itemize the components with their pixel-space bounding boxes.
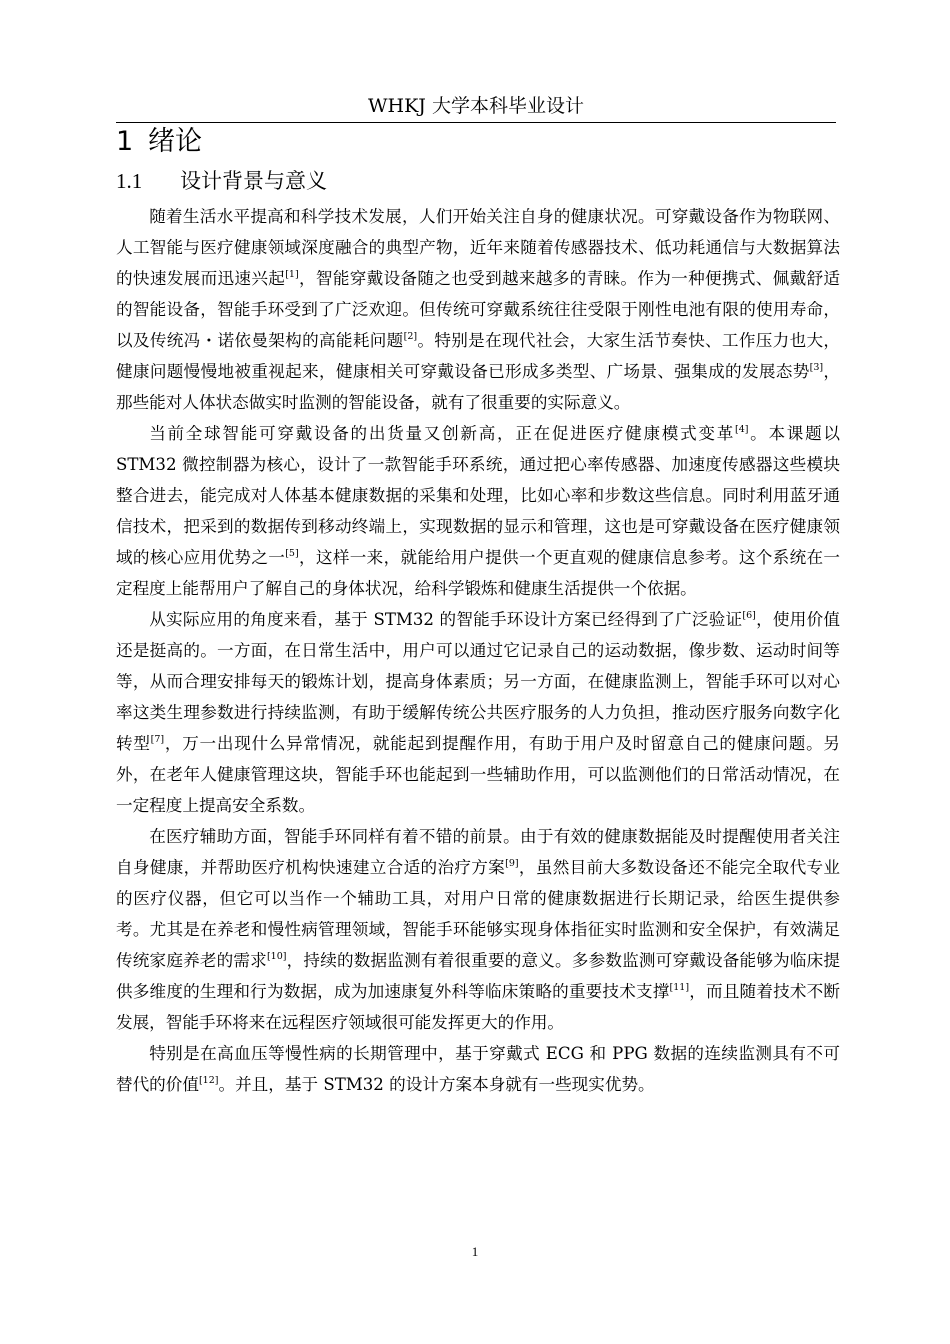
citation-ref: [6] — [742, 610, 756, 621]
citation-ref: [9] — [505, 858, 519, 869]
citation-ref: [7] — [150, 734, 165, 745]
paragraph-text: 。特别是在现代社会，大家生活节奏快、工作压力也大，健康问题慢慢地被重视起来，健康相关可穿戴设备已形成多类型、广场景、强集成的发展态势 — [116, 331, 841, 381]
paragraph-text: ，智能穿戴设备随之也受到越来越多的青睐。作为一种便携式、佩戴舒适的智能设备，智能手环受到了广泛欢迎。但传统可穿戴系统往往受限于刚性电池有限的使用寿命，以及传统冯・诺依曼架构的高能耗问题 — [116, 269, 841, 350]
body-text — [116, 201, 840, 1100]
citation-ref: [5] — [285, 548, 299, 559]
citation-ref: [4] — [735, 424, 749, 435]
paragraph-text: ，那些能对人体状态做实时监测的智能设备，就有了很重要的实际意义。 — [116, 362, 841, 412]
paragraph-text: 从实际应用的角度来看，基于 STM32 的智能手环设计方案已经得到了广泛验证 — [149, 610, 743, 629]
section-heading — [116, 166, 327, 196]
paragraph-text: 特别是在高血压等慢性病的长期管理中，基于穿戴式 ECG 和 PPG 数据的连续监测具有不可替代的价值 — [116, 1044, 840, 1094]
paragraph-text: 当前全球智能可穿戴设备的出货量又创新高，正在促进医疗健康模式变革 — [149, 424, 735, 443]
chapter-heading — [116, 124, 202, 160]
section-number: 1.1 — [116, 169, 143, 193]
citation-ref: [11] — [669, 982, 690, 993]
paragraph-text: ，这样一来，就能给用户提供一个更直观的健康信息参考。这个系统在一定程度上能帮用户了解自己的身体状况，给科学锻炼和健康生活提供一个依据。 — [116, 548, 841, 598]
paragraph-text: ，万一出现什么异常情况，就能起到提醒作用，有助于用户及时留意自己的健康问题。另外，在老年人健康管理这块，智能手环也能起到一些辅助作用，可以监测他们的日常活动情况，在一定程度上提高安全系数。 — [116, 734, 841, 815]
paragraph-text: ，而且随着技术不断发展，智能手环将来在远程医疗领域很可能发挥更大的作用。 — [116, 982, 841, 1032]
citation-ref: [2] — [403, 331, 418, 342]
paragraph-text: 随着生活水平提高和科学技术发展，人们开始关注自身的健康状况。可穿戴设备作为物联网、人工智能与医疗健康领域深度融合的典型产物，近年来随着传感器技术、低功耗通信与大数据算法的快速发展而迅速兴起 — [116, 207, 840, 288]
citation-ref: [3] — [809, 362, 824, 373]
header-rule — [116, 122, 836, 123]
paragraph-text: ，虽然目前大多数设备还不能完全取代专业的医疗仪器，但它可以当作一个辅助工具，对用户日常的健康数据进行长期记录，给医生提供参考。尤其是在养老和慢性病管理领域，智能手环能够实现身体指征实时监测和安全保护，有效满足传统家庭养老的需求 — [116, 858, 841, 970]
running-header: WHKJ 大学本科毕业设计 — [368, 95, 584, 117]
citation-ref: [10] — [266, 951, 287, 962]
citation-ref: [12] — [198, 1075, 219, 1086]
paragraph-text: ，持续的数据监测有着很重要的意义。多参数监测可穿戴设备能够为临床提供多维度的生理和行为数据，成为加速康复外科等临床策略的重要技术支撑 — [116, 951, 841, 1001]
paragraph-text: 。并且，基于 STM32 的设计方案本身就有一些现实优势。 — [218, 1075, 655, 1094]
chapter-number: 1 — [116, 126, 134, 157]
citation-ref: [1] — [285, 269, 299, 280]
body-paragraph — [116, 1038, 840, 1100]
body-paragraph — [116, 604, 840, 821]
paragraph-text: 。本课题以 STM32 微控制器为核心，设计了一款智能手环系统，通过把心率传感器、加速度传感器这些模块整合进去，能完成对人体基本健康数据的采集和处理，比如心率和步数这些信息。同时利用蓝牙通信技术，把采到的数据传到移动终端上，实现数据的显示和管理，这也是可穿戴设备在医疗健康领域的核心应用优势之一 — [116, 424, 841, 567]
chapter-title: 绪论 — [148, 126, 202, 157]
section-title: 设计背景与意义 — [180, 169, 327, 193]
body-paragraph — [116, 821, 840, 1038]
paragraph-text: ，使用价值还是挺高的。一方面，在日常生活中，用户可以通过它记录自己的运动数据，像步数、运动时间等等，从而合理安排每天的锻炼计划，提高身体素质；另一方面，在健康监测上，智能手环可以对心率这类生理参数进行持续监测，有助于缓解传统公共医疗服务的人力负担，推动医疗服务向数字化转型 — [116, 610, 840, 753]
page-number: 1 — [471, 1244, 479, 1259]
paragraph-text: 在医疗辅助方面，智能手环同样有着不错的前景。由于有效的健康数据能及时提醒使用者关注自身健康，并帮助医疗机构快速建立合适的治疗方案 — [116, 827, 840, 877]
body-paragraph — [116, 418, 840, 604]
body-paragraph — [116, 201, 840, 418]
